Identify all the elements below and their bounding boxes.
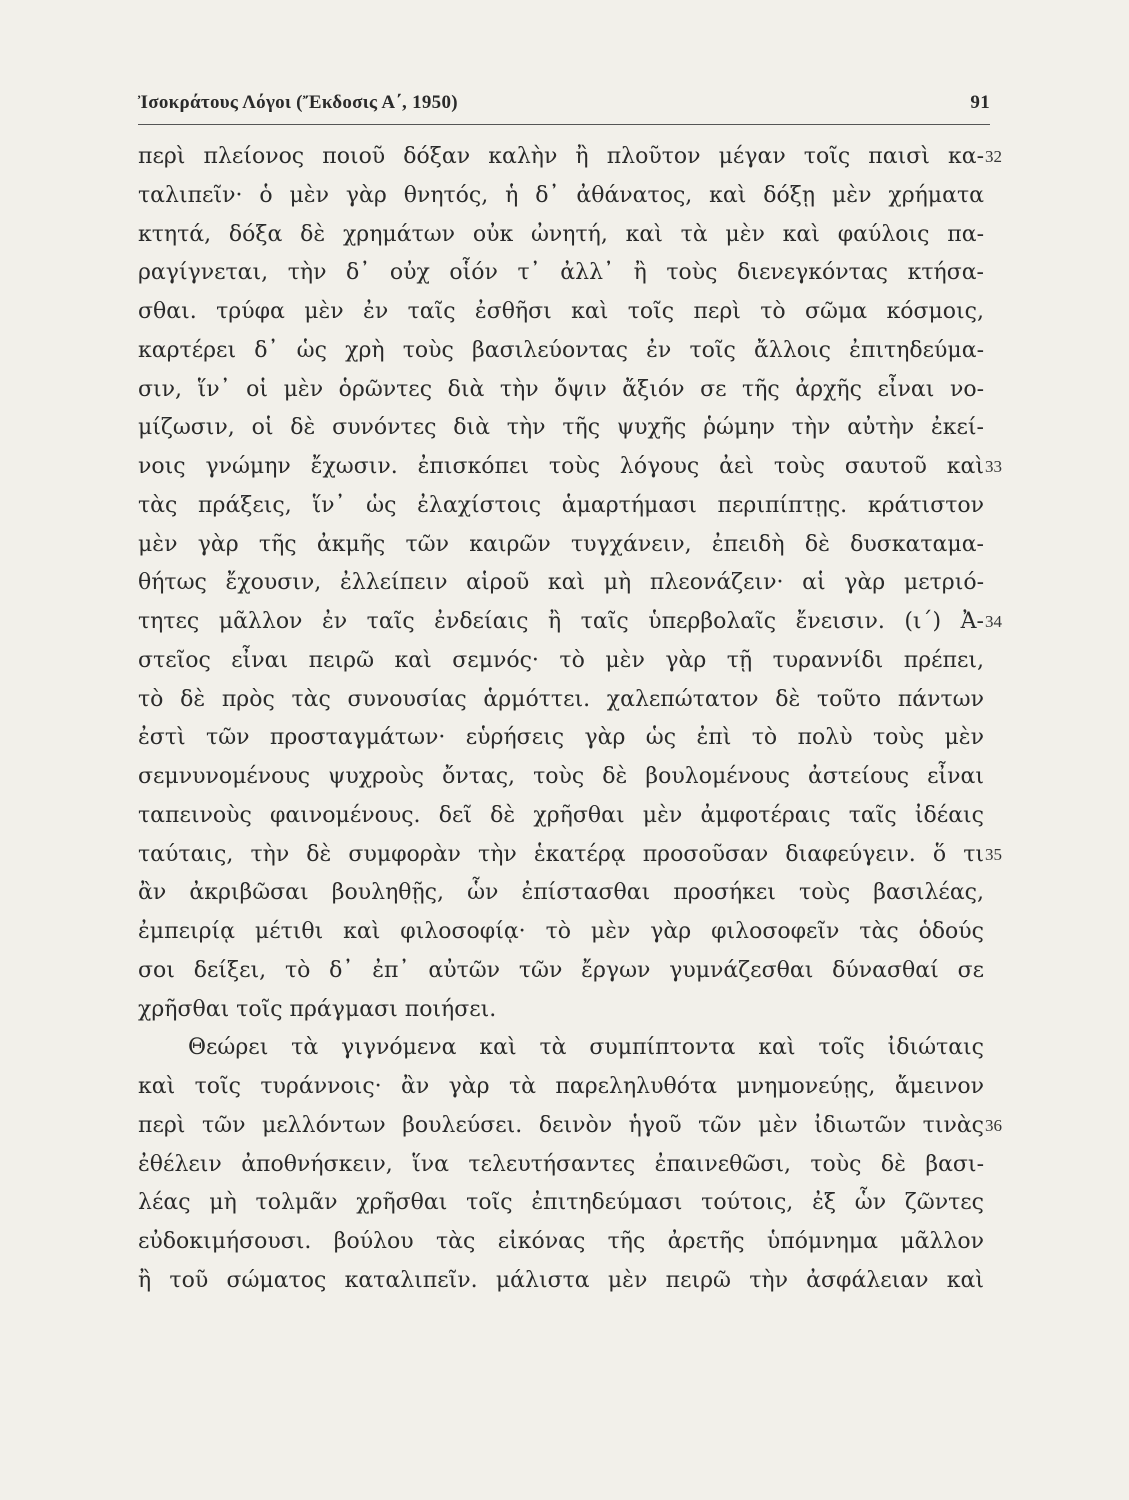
- line-text: σθαι. τρύφα μὲν ἐν ταῖς ἐσθῆσι καὶ τοῖς περὶ τὸ σῶμα κόσμοις,: [138, 299, 984, 324]
- text-line: [138, 836, 1002, 875]
- text-line: [138, 564, 984, 603]
- line-text: θήτως ἔχουσιν, ἐλλείπειν αἱροῦ καὶ μὴ πλεονάζειν· αἱ γὰρ μετριό-: [138, 570, 984, 596]
- line-text: καρτέρει δ᾽ ὡς χρὴ τοὺς βασιλεύοντας ἐν τοῖς ἄλλοις ἐπιτηδεύμα-: [138, 337, 984, 363]
- page-number: 91: [970, 92, 990, 113]
- text-line: [138, 1184, 984, 1223]
- section-number: 35: [985, 844, 1002, 864]
- line-text: ραγίγνεται, τὴν δ᾽ οὐχ οἷόν τ᾽ ἀλλ᾽ ἢ τοὺς διενεγκόντας κτήσα-: [138, 260, 984, 286]
- line-text: ἢ τοῦ σώματος καταλιπεῖν. μάλιστα μὲν πειρῶ τὴν ἀσφάλειαν καὶ: [138, 1267, 984, 1293]
- text-line: [138, 409, 984, 448]
- text-line: [138, 177, 984, 216]
- text-line: [138, 797, 984, 836]
- line-text: χρῆσθαι τοῖς πράγμασι ποιήσει.: [138, 996, 497, 1022]
- line-text: μὲν γὰρ τῆς ἀκμῆς τῶν καιρῶν τυγχάνειν, ἐπειδὴ δὲ δυσκαταμα-: [138, 531, 984, 557]
- line-text: ἐθέλειν ἀποθνήσκειν, ἵνα τελευτήσαντες ἐπαινεθῶσι, τοὺς δὲ βασι-: [138, 1151, 984, 1177]
- line-text: περὶ τῶν μελλόντων βουλεύσει. δεινὸν ἡγοῦ τῶν μὲν ἰδιωτῶν τινὰς: [138, 1112, 984, 1138]
- text-line: [138, 526, 984, 565]
- line-text: ταύταις, τὴν δὲ συμφορὰν τὴν ἑκατέρᾳ προσοῦσαν διαφεύγειν. ὅ τι: [138, 841, 984, 867]
- line-text: σιν, ἵν᾽ οἱ μὲν ὁρῶντες διὰ τὴν ὄψιν ἄξιόν σε τῆς ἀρχῆς εἶναι νο-: [138, 376, 984, 402]
- text-line: [138, 1262, 984, 1301]
- running-head: [138, 92, 990, 122]
- text-line: [138, 758, 984, 797]
- text-line: [138, 603, 1002, 642]
- line-text: στεῖος εἶναι πειρῶ καὶ σεμνός· τὸ μὲν γὰρ τῇ τυραννίδι πρέπει,: [138, 647, 984, 673]
- text-line: [138, 371, 984, 410]
- line-text: τὰς πράξεις, ἵν᾽ ὡς ἐλαχίστοις ἁμαρτήμασι περιπίπτῃς. κράτιστον: [138, 492, 984, 518]
- line-text: σοι δείξει, τὸ δ᾽ ἐπ᾽ αὐτῶν τῶν ἔργων γυμνάζεσθαι δύνασθαί σε: [138, 957, 984, 983]
- text-line: [138, 216, 984, 255]
- line-text: κτητά, δόξα δὲ χρημάτων οὐκ ὠνητή, καὶ τὰ μὲν καὶ φαύλοις πα-: [138, 221, 984, 247]
- text-line: [138, 254, 984, 293]
- text-line: [138, 448, 1002, 487]
- text-line: [138, 681, 984, 720]
- line-text: λέας μὴ τολμᾶν χρῆσθαι τοῖς ἐπιτηδεύμασι τούτοις, ἐξ ὧν ζῶντες: [138, 1190, 984, 1216]
- text-line: [138, 991, 984, 1030]
- line-text: τητες μᾶλλον ἐν ταῖς ἐνδείαις ἢ ταῖς ὑπερβολαῖς ἔνεισιν. (ι΄) Ἀ-: [138, 609, 984, 634]
- line-text: τὸ δὲ πρὸς τὰς συνουσίας ἁρμόττει. χαλεπώτατον δὲ τοῦτο πάντων: [138, 686, 984, 712]
- line-text: ἐστὶ τῶν προσταγμάτων· εὑρήσεις γὰρ ὡς ἐπὶ τὸ πολὺ τοὺς μὲν: [138, 725, 984, 751]
- section-number: 33: [985, 457, 1002, 476]
- text-line: [138, 487, 984, 526]
- line-text: ἂν ἀκριβῶσαι βουληθῇς, ὧν ἐπίστασθαι προσήκει τοὺς βασιλέας,: [138, 880, 984, 906]
- line-text: περὶ πλείονος ποιοῦ δόξαν καλὴν ἢ πλοῦτον μέγαν τοῖς παισὶ κα-: [138, 144, 984, 169]
- body-text: [138, 138, 1002, 1301]
- text-line: [138, 1146, 984, 1185]
- line-text: μίζωσιν, οἱ δὲ συνόντες διὰ τὴν τῆς ψυχῆς ῥώμην τὴν αὐτὴν ἐκεί-: [138, 415, 984, 441]
- text-line: [138, 1029, 984, 1068]
- section-number: 34: [985, 612, 1002, 631]
- text-line: [138, 293, 984, 332]
- text-line: [138, 719, 984, 758]
- section-number: 32: [985, 147, 1002, 166]
- header-rule: [138, 124, 990, 125]
- text-line: [138, 1223, 984, 1262]
- line-text: ταλιπεῖν· ὁ μὲν γὰρ θνητός, ἡ δ᾽ ἀθάνατος, καὶ δόξῃ μὲν χρήματα: [138, 182, 984, 208]
- text-line: [138, 913, 984, 952]
- text-line: [138, 874, 984, 913]
- section-number: 36: [985, 1115, 1002, 1135]
- line-text: ἐμπειρίᾳ μέτιθι καὶ φιλοσοφίᾳ· τὸ μὲν γὰρ φιλοσοφεῖν τὰς ὁδούς: [138, 919, 984, 944]
- text-line: [138, 952, 984, 991]
- text-line: [138, 1068, 984, 1107]
- running-head-title: Ἰσοκράτους Λόγοι (Ἔκδοσις Α΄, 1950): [138, 92, 458, 113]
- text-line: [138, 1107, 1002, 1146]
- line-text: εὐδοκιμήσουσι. βούλου τὰς εἰκόνας τῆς ἀρετῆς ὑπόμνημα μᾶλλον: [138, 1229, 984, 1254]
- line-text: καὶ τοῖς τυράννοις· ἂν γὰρ τὰ παρεληλυθότα μνημονεύῃς, ἄμεινον: [138, 1074, 984, 1099]
- line-text: σεμνυνομένους ψυχροὺς ὄντας, τοὺς δὲ βουλομένους ἀστείους εἶναι: [138, 764, 984, 789]
- line-text: ταπεινοὺς φαινομένους. δεῖ δὲ χρῆσθαι μὲν ἀμφοτέραις ταῖς ἰδέαις: [138, 802, 984, 828]
- line-text: νοις γνώμην ἔχωσιν. ἐπισκόπει τοὺς λόγους ἀεὶ τοὺς σαυτοῦ καὶ: [138, 454, 984, 479]
- line-text: Θεώρει τὰ γιγνόμενα καὶ τὰ συμπίπτοντα καὶ τοῖς ἰδιώταις: [188, 1035, 984, 1061]
- text-line: [138, 332, 984, 371]
- text-line: [138, 138, 1002, 177]
- text-line: [138, 642, 984, 681]
